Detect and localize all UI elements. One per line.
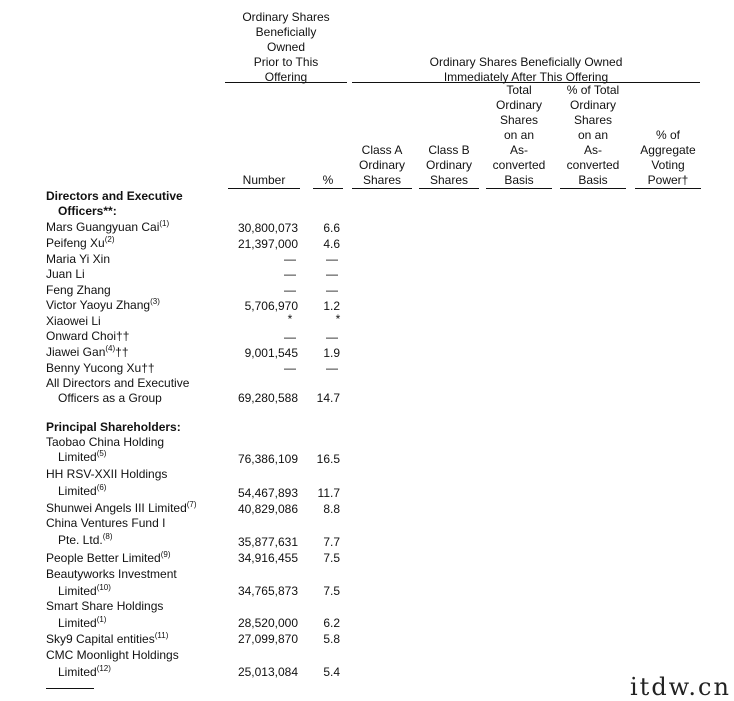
prior-offering-header — [225, 10, 347, 85]
class-a-line: Shares — [362, 173, 402, 187]
section-directors-line1: Directors and Executive — [46, 189, 183, 203]
row-number: 34,916,455 — [237, 551, 298, 565]
col-header-percent-label: % — [322, 173, 334, 187]
class-b-line: Ordinary — [425, 158, 472, 172]
row-number: 28,520,000 — [237, 616, 298, 630]
col-header-pct-total — [560, 83, 626, 189]
row-name-line1: China Ventures Fund I — [46, 516, 166, 530]
row-name-line1: CMC Moonlight Holdings — [46, 648, 179, 662]
row-number: 76,386,109 — [237, 452, 298, 466]
voting-line: Voting — [651, 158, 685, 172]
row-percent: 8.8 — [323, 502, 340, 516]
total-ordinary-line: Shares — [499, 113, 539, 127]
col-header-class-b — [419, 143, 479, 189]
row-number: 40,829,086 — [237, 502, 298, 516]
row-percent: 6.6 — [323, 221, 340, 235]
row-percent: 6.2 — [323, 616, 340, 630]
group-total-label — [46, 376, 189, 406]
row-percent: 4.6 — [323, 237, 340, 251]
row-name: Jiawei Gan$^{(4)}$†† — [46, 344, 129, 359]
row-number: — — [284, 267, 296, 281]
row-name-line2: Limited$^{(6)}$ — [58, 483, 107, 498]
col-header-number — [228, 173, 300, 189]
row-number: * — [287, 312, 293, 326]
row-percent: 11.7 — [317, 486, 340, 500]
row-name: Sky9 Capital entities$^{(11)}$ — [46, 631, 169, 646]
row-percent: 1.9 — [323, 346, 340, 360]
row-name: Juan Li — [46, 267, 85, 281]
row-name — [46, 467, 167, 499]
class-b-line: Class B — [428, 143, 470, 157]
pct-total-line: As- — [584, 143, 602, 157]
group-total-line2: Officers as a Group — [58, 391, 162, 405]
total-ordinary-line: Total — [506, 83, 532, 97]
row-name: Maria Yi Xin — [46, 252, 111, 266]
row-percent: 7.5 — [323, 584, 340, 598]
row-percent: — — [326, 252, 338, 266]
prior-header-line: Ordinary Shares — [242, 10, 330, 24]
row-percent: — — [326, 330, 338, 344]
section-directors-line2: Officers**: — [58, 204, 117, 218]
row-number: 9,001,545 — [244, 346, 298, 360]
row-percent: 7.5 — [323, 551, 340, 565]
row-name-line1: Taobao China Holding — [46, 435, 165, 449]
total-ordinary-line: Ordinary — [495, 98, 542, 112]
total-ordinary-line: Basis — [504, 173, 534, 187]
pct-total-line: converted — [566, 158, 620, 172]
class-a-line: Class A — [361, 143, 403, 157]
row-number: 21,397,000 — [237, 237, 298, 251]
after-header-line: Immediately After This Offering — [443, 70, 609, 84]
row-name: Benny Yucong Xu†† — [46, 361, 155, 375]
voting-line: Aggregate — [640, 143, 696, 157]
class-a-line: Ordinary — [358, 158, 405, 172]
voting-line: Power† — [647, 173, 689, 187]
row-name: Victor Yaoyu Zhang$^{(3)}$ — [46, 297, 160, 312]
row-name — [46, 648, 179, 680]
row-number: 34,765,873 — [237, 584, 298, 598]
row-name: Mars Guangyuan Cai$^{(1)}$ — [46, 219, 170, 234]
prior-header-line: Beneficially — [255, 25, 317, 39]
pct-total-line: on an — [577, 128, 609, 142]
row-number: — — [284, 252, 296, 266]
total-ordinary-line: As- — [510, 143, 528, 157]
row-name: Feng Zhang — [46, 283, 111, 297]
row-number: 25,013,084 — [237, 665, 298, 679]
total-ordinary-line: converted — [492, 158, 546, 172]
row-number: 5,706,970 — [244, 299, 298, 313]
watermark-text: itdw.cn — [630, 673, 731, 701]
row-name-line2: Limited$^{(10)}$ — [58, 583, 111, 598]
pct-total-line: Basis — [578, 173, 608, 187]
row-percent: 1.2 — [323, 299, 340, 313]
row-number: — — [284, 330, 296, 344]
row-percent: — — [326, 283, 338, 297]
pct-total-line: Ordinary — [569, 98, 616, 112]
row-name — [46, 599, 163, 631]
after-offering-header — [352, 55, 700, 85]
prior-header-line: Offering — [264, 70, 308, 84]
row-number: 54,467,893 — [237, 486, 298, 500]
row-number: — — [284, 361, 296, 375]
row-name-line1: HH RSV-XXII Holdings — [46, 467, 168, 481]
row-name — [46, 516, 165, 548]
col-header-percent — [313, 173, 343, 189]
footnote-rule — [46, 688, 94, 689]
row-name — [46, 567, 177, 599]
row-name-line2: Limited$^{(5)}$ — [58, 449, 107, 464]
row-number: 30,800,073 — [237, 221, 298, 235]
row-name: People Better Limited$^{(9)}$ — [46, 550, 171, 565]
row-number: 27,099,870 — [237, 632, 298, 646]
col-header-voting-power — [635, 128, 701, 189]
row-name — [46, 435, 164, 465]
pct-total-line: % of Total — [566, 83, 620, 97]
row-percent: — — [326, 267, 338, 281]
group-total-line1: All Directors and Executive — [46, 376, 190, 390]
row-name-line2: Limited$^{(1)}$ — [58, 615, 107, 630]
prior-header-line: Owned — [266, 40, 306, 54]
prior-header-rule — [225, 82, 347, 83]
row-name: Shunwei Angels III Limited$^{(7)}$ — [46, 500, 197, 515]
row-percent: 5.8 — [323, 632, 340, 646]
row-percent: * — [335, 312, 341, 326]
group-total-percent: 14.7 — [316, 391, 340, 405]
row-name: Onward Choi†† — [46, 329, 130, 343]
col-header-class-a — [352, 143, 412, 189]
group-total-number: 69,280,588 — [237, 391, 298, 405]
row-percent: 5.4 — [323, 665, 340, 679]
row-percent: — — [326, 361, 338, 375]
class-b-line: Shares — [429, 173, 469, 187]
row-percent: 7.7 — [323, 535, 340, 549]
row-name-line2: Limited$^{(12)}$ — [58, 664, 111, 679]
total-ordinary-line: on an — [503, 128, 535, 142]
row-name-line1: Beautyworks Investment — [46, 567, 177, 581]
prior-header-line: Prior to This — [253, 55, 319, 69]
voting-line: % of — [655, 128, 680, 142]
after-header-line: Ordinary Shares Beneficially Owned — [429, 55, 623, 69]
section-principal-heading: Principal Shareholders: — [46, 420, 181, 434]
row-percent: 16.5 — [316, 452, 340, 466]
row-name: Peifeng Xu$^{(2)}$ — [46, 235, 115, 250]
row-number: — — [284, 283, 296, 297]
pct-total-line: Shares — [573, 113, 613, 127]
row-name-line2: Pte. Ltd.$^{(8)}$ — [58, 532, 113, 547]
col-header-number-label: Number — [242, 173, 286, 187]
row-name-line1: Smart Share Holdings — [46, 599, 164, 613]
section-directors-heading — [46, 189, 183, 219]
col-header-total-ordinary — [486, 83, 552, 189]
row-number: 35,877,631 — [237, 535, 298, 549]
row-name: Xiaowei Li — [46, 314, 101, 328]
